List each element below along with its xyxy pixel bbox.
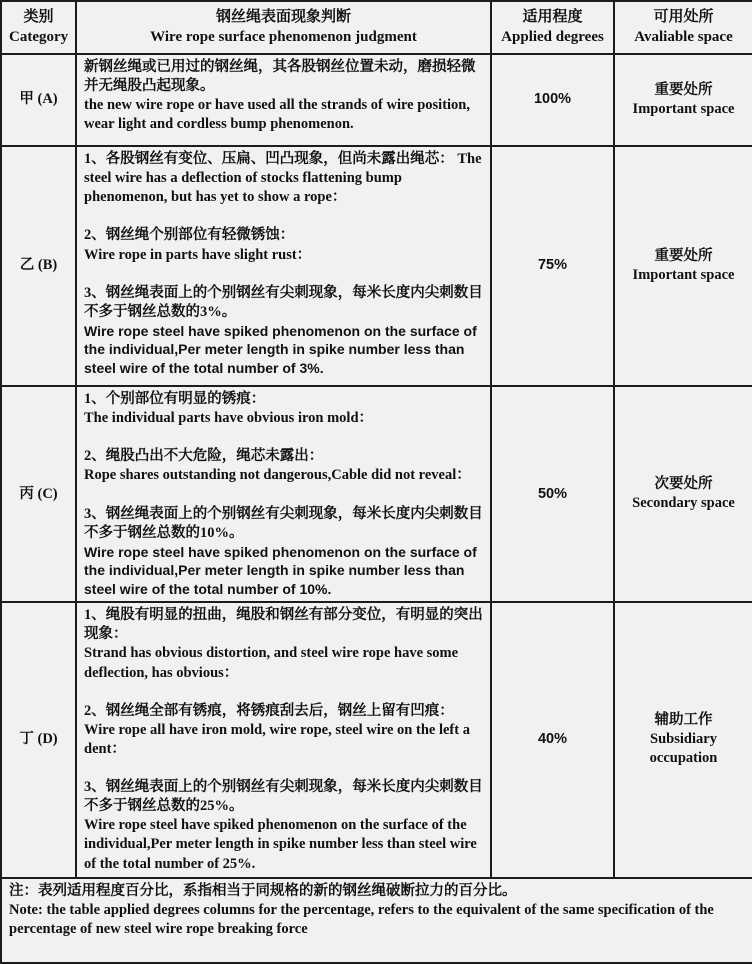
header-category-en: Category — [9, 28, 69, 45]
judgment-item — [84, 226, 483, 264]
space-text-en: Subsidiary occupation — [649, 731, 718, 767]
header-degrees-cn: 适用程度 — [522, 8, 583, 25]
judgment-cell-c — [76, 386, 491, 602]
judgment-item — [84, 505, 483, 599]
row-grade-c — [1, 386, 752, 602]
header-judgment-en: Wire rope surface phenomenon judgment — [150, 28, 417, 45]
judgment-text-en: Wire rope steel have spiked phenomenon on the surface of the individual,Per meter length in spike number less than steel wire of the total number of 25%. — [84, 817, 477, 872]
judgment-text-en: The individual parts have obvious iron mold： — [84, 410, 374, 427]
judgment-item — [84, 606, 483, 683]
judgment-text-cn: 2、绳股凸出不大危险，绳芯未露出： — [84, 448, 324, 465]
judgment-text-en: Wire rope steel have spiked phenomenon on the surface of the individual,Per meter length in spike number less than steel wire of the total number of 3%. — [84, 322, 477, 376]
space-text-cn: 重要处所 — [654, 247, 713, 264]
header-judgment-cn: 钢丝绳表面现象判断 — [215, 8, 351, 25]
judgment-cell-d — [76, 602, 491, 878]
judgment-text-en: Rope shares outstanding not dangerous,Cable did not reveal： — [84, 467, 471, 484]
judgment-item — [84, 150, 483, 207]
space-text-en: Important space — [632, 101, 735, 117]
note-text-en: Note: the table applied degrees columns for the percentage, refers to the equivalent of the same specification of the percentage of new steel wire rope breaking force — [9, 901, 714, 937]
category-cell-d: 丁 (D) — [1, 602, 76, 878]
header-judgment — [76, 1, 491, 54]
space-cell-c — [614, 386, 752, 602]
category-cell-b: 乙 (B) — [1, 146, 76, 386]
space-cell-d — [614, 602, 752, 878]
header-space-cn: 可用处所 — [653, 8, 714, 25]
judgment-text-cn: 2、钢丝绳个别部位有轻微锈蚀： — [84, 227, 295, 244]
judgment-text-en: the new wire rope or have used all the strands of wire position, wear light and cordless bump phenomenon. — [84, 97, 470, 133]
row-grade-a — [1, 54, 752, 146]
judgment-item — [84, 702, 483, 759]
judgment-item — [84, 390, 483, 428]
judgment-item — [84, 447, 483, 485]
degree-cell-b: 75% — [491, 146, 614, 386]
judgment-cell-b — [76, 146, 491, 386]
judgment-text: 1、各股钢丝有变位、压扁、凹凸现象，但尚未露出绳芯： The steel wire has a deflection of stocks flattening bump phenomenon, but has yet to show a rope： — [84, 151, 482, 206]
judgment-text-cn: 3、钢丝绳表面上的个别钢丝有尖刺现象，每米长度内尖刺数目不多于钢丝总数的3%。 — [84, 284, 483, 320]
judgment-text-cn: 1、个别部位有明显的锈痕： — [84, 391, 266, 407]
header-degrees-en: Applied degrees — [501, 28, 604, 45]
judgment-text: 2、钢丝绳全部有锈痕，将锈痕刮去后，钢丝上留有凹痕： Wire rope all have iron mold, wire rope, steel wire on the left a dent： — [84, 702, 470, 757]
judgment-text-cn: 新钢丝绳或已用过的钢丝绳，其各股钢丝位置未动，磨损轻微并无绳股凸起现象。 — [84, 59, 476, 95]
table-note — [1, 878, 752, 963]
judgment-text-en: Wire rope in parts have slight rust： — [84, 246, 312, 263]
space-cell-a — [614, 54, 752, 146]
header-category — [1, 1, 76, 54]
space-text-cn: 次要处所 — [654, 475, 713, 492]
note-text-cn: 注：表列适用程度百分比，系指相当于同规格的新的钢丝绳破断拉力的百分比。 — [9, 882, 517, 899]
category-cell-a: 甲 (A) — [1, 54, 76, 146]
header-space — [614, 1, 752, 54]
space-cell-b — [614, 146, 752, 386]
header-category-cn: 类别 — [23, 8, 54, 25]
space-text-en: Secondary space — [632, 495, 735, 512]
category-cell-c: 丙 (C) — [1, 386, 76, 602]
judgment-item — [84, 58, 483, 135]
judgment-text-cn: 1、绳股有明显的扭曲，绳股和钢丝有部分变位，有明显的突出现象： — [84, 607, 483, 643]
row-grade-b — [1, 146, 752, 386]
row-grade-d — [1, 602, 752, 878]
header-row — [1, 1, 752, 54]
degree-cell-d: 40% — [491, 602, 614, 878]
judgment-item — [84, 284, 483, 378]
judgment-text-cn: 3、钢丝绳表面上的个别钢丝有尖刺现象，每米长度内尖刺数目不多于钢丝总数的10%。 — [84, 505, 483, 541]
space-text-en: Important space — [632, 267, 735, 283]
degree-cell-c: 50% — [491, 386, 614, 602]
judgment-text-en: Strand has obvious distortion, and steel wire rope have some deflection, has obvious： — [84, 645, 459, 681]
note-row — [1, 878, 752, 963]
degree-cell-a: 100% — [491, 54, 614, 146]
judgment-text-cn: 3、钢丝绳表面上的个别钢丝有尖刺现象，每米长度内尖刺数目不多于钢丝总数的25%。 — [84, 779, 483, 815]
space-text-cn: 重要处所 — [654, 81, 713, 98]
judgment-text-en: Wire rope steel have spiked phenomenon on the surface of the individual,Per meter length in spike number less than steel wire of the total number of 10%. — [84, 543, 477, 597]
space-text-cn: 辅助工作 — [654, 712, 713, 729]
judgment-item — [84, 778, 483, 874]
judgment-cell-a — [76, 54, 491, 146]
header-space-en: Avaliable space — [634, 28, 733, 45]
header-degrees — [491, 1, 614, 54]
